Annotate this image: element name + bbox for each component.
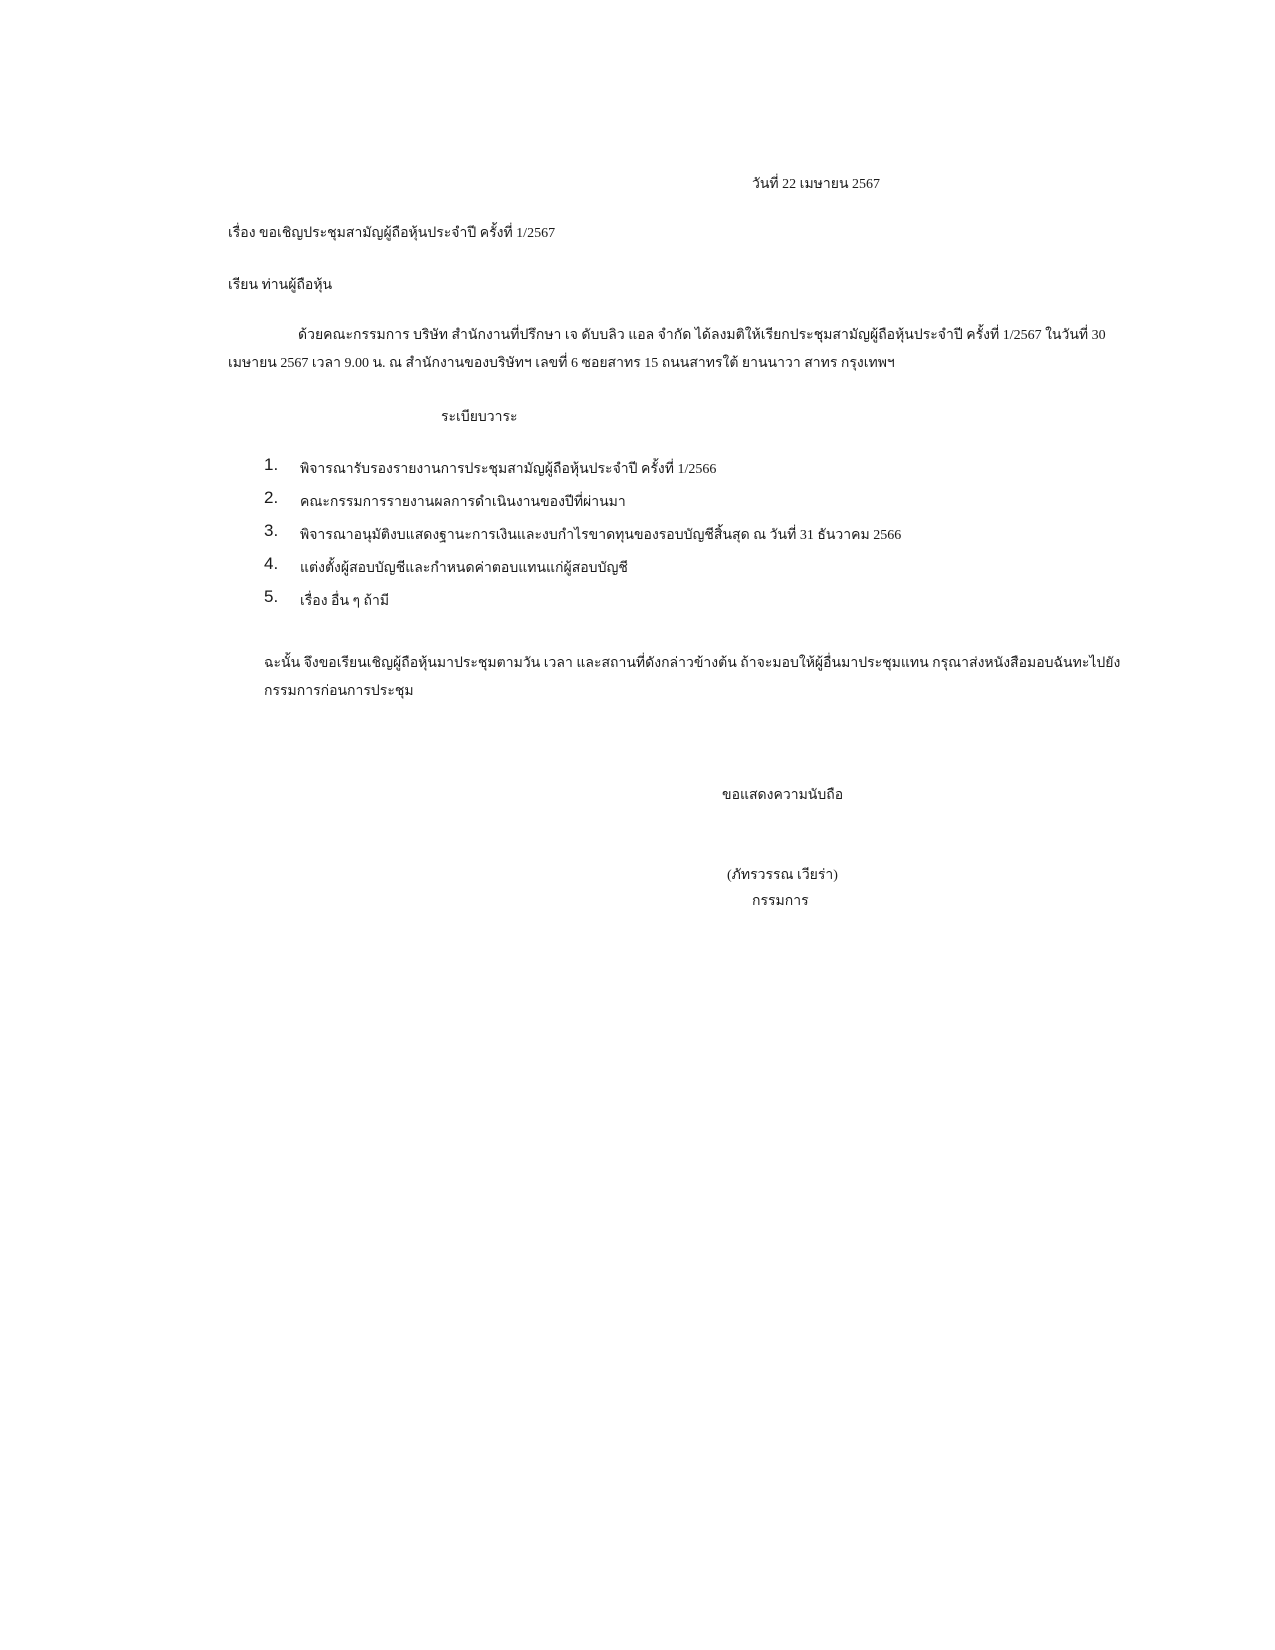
agenda-heading: ระเบียบวาระ [441,410,518,425]
body-paragraph-line: เมษายน 2567 เวลา 9.00 น. ณ สำนักงานของบริษัทฯ เลขที่ 6 ซอยสาทร 15 ถนนสาทรใต้ ยานนาวา สาทร กรุงเทพฯ [228,356,895,371]
agenda-item-text: คณะกรรมการรายงานผลการดำเนินงานของปีที่ผ่านมา [300,495,626,510]
agenda-item-number: 1. [264,455,279,474]
agenda-item-text: พิจารณารับรองรายงานการประชุมสามัญผู้ถือหุ้นประจำปี ครั้งที่ 1/2566 [300,462,717,477]
body-paragraph [228,322,1106,378]
agenda-item-number: 2. [264,488,279,507]
agenda-item-text: เรื่อง อื่น ๆ ถ้ามี [300,594,390,609]
agenda-item-number: 4. [264,554,279,573]
agenda-item-number: 3. [264,521,279,540]
letter-subject: เรื่อง ขอเชิญประชุมสามัญผู้ถือหุ้นประจำปี ครั้งที่ 1/2567 [228,226,556,241]
letter-salutation: เรียน ท่านผู้ถือหุ้น [228,278,333,293]
closing-paragraph-line: กรรมการก่อนการประชุม [264,684,414,699]
agenda-item-number: 5. [264,587,279,606]
signer-title: กรรมการ [752,894,809,909]
agenda-item-text: แต่งตั้งผู้สอบบัญชีและกำหนดค่าตอบแทนแก่ผู้สอบบัญชี [300,561,628,576]
closing-paragraph-line: ฉะนั้น จึงขอเรียนเชิญผู้ถือหุ้นมาประชุมตามวัน เวลา และสถานที่ดังกล่าวข้างต้น ถ้าจะมอบให้ผู้อื่นมาประชุมแทน กรุณาส่งหนังสือมอบฉันทะไปยัง [264,656,1121,671]
closing-regards: ขอแสดงความนับถือ [722,788,844,803]
closing-paragraph [264,650,1121,706]
body-paragraph-line: ด้วยคณะกรรมการ บริษัท สำนักงานที่ปรึกษา เจ ดับบลิว แอล จำกัด ได้ลงมติให้เรียกประชุมสามัญผู้ถือหุ้นประจำปี ครั้งที่ 1/2567 ในวันที่ 30 [298,328,1106,343]
signer-name: (ภัทรวรรณ เวียร่า) [727,868,838,883]
agenda-item-text: พิจารณาอนุมัติงบแสดงฐานะการเงินและงบกำไรขาดทุนของรอบบัญชีสิ้นสุด ณ วันที่ 31 ธันวาคม 2566 [300,528,902,543]
letter-date: วันที่ 22 เมษายน 2567 [752,177,881,192]
